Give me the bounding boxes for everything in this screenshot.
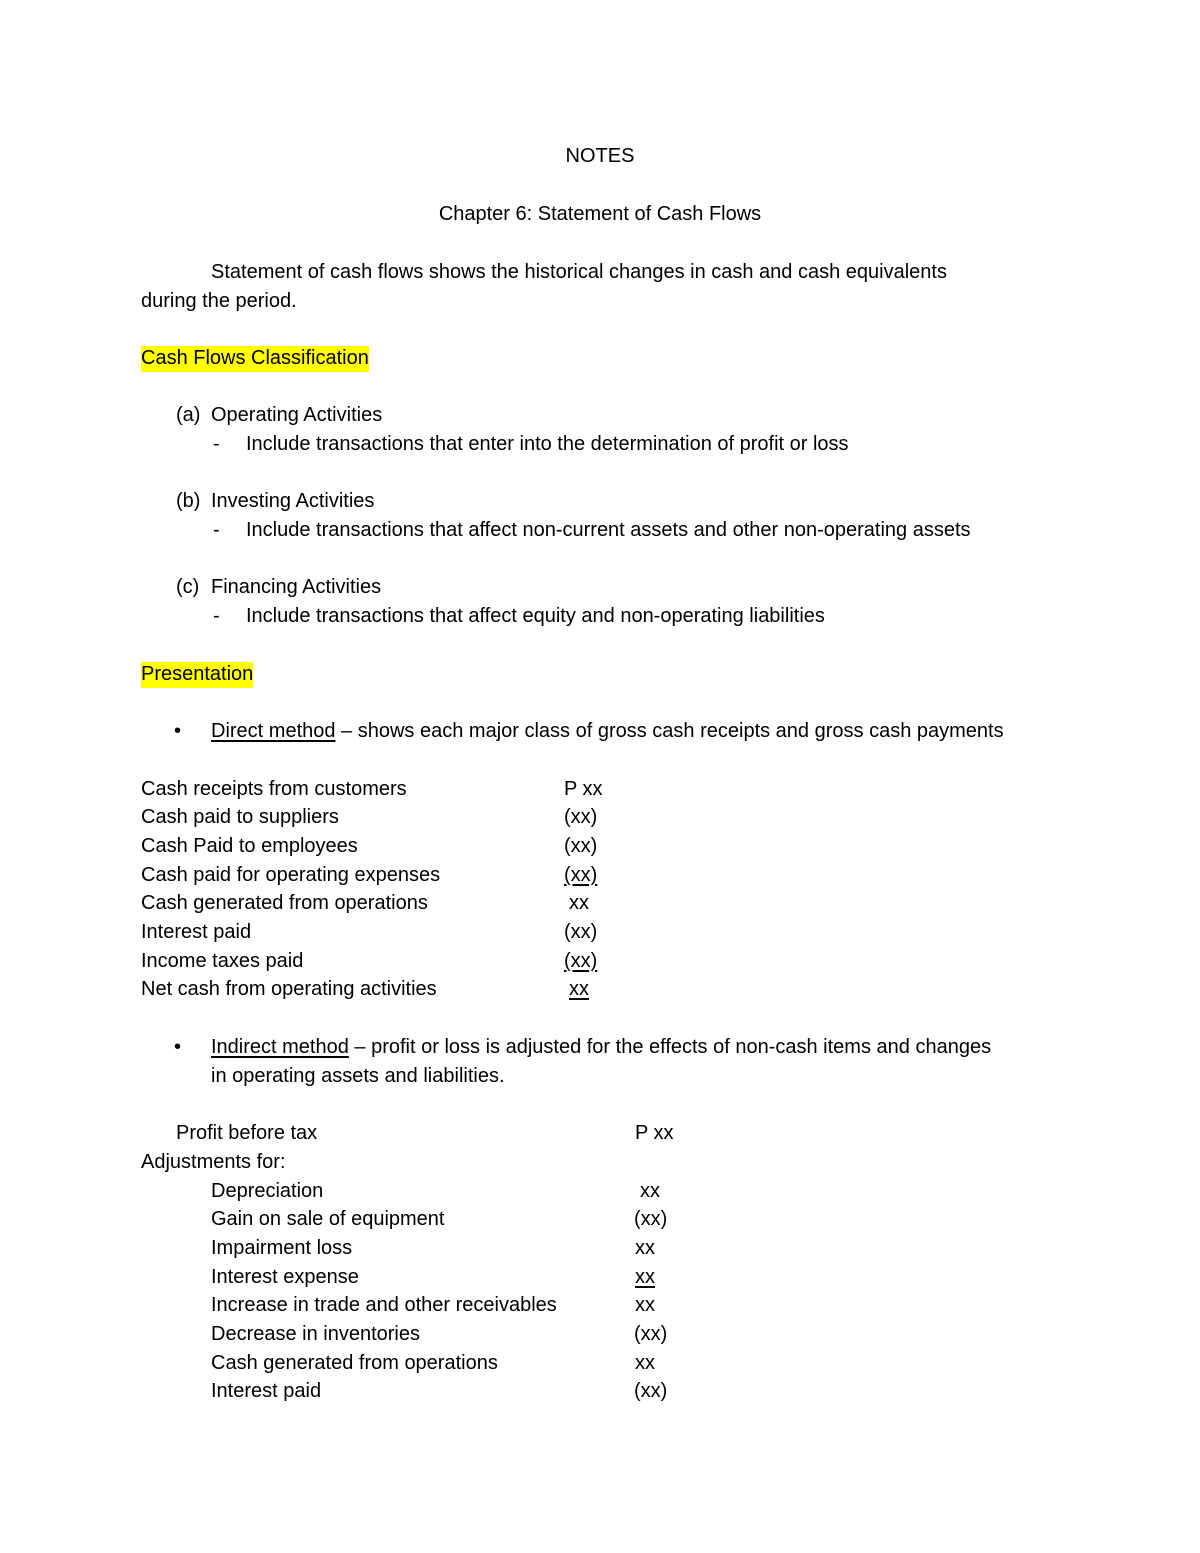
table-row-value: xx bbox=[635, 1237, 655, 1259]
classification-marker-a: (a) bbox=[176, 404, 201, 426]
table-row-value: (xx) bbox=[564, 806, 598, 828]
classification-label-operating: Operating Activities bbox=[211, 404, 383, 426]
table-row-label: Cash receipts from customers bbox=[141, 778, 407, 800]
table-row-label: Income taxes paid bbox=[141, 950, 304, 972]
classification-detail-financing: Include transactions that affect equity and non-operating liabilities bbox=[246, 605, 825, 627]
table-row-label: Cash paid to suppliers bbox=[141, 806, 339, 828]
adjustments-label: Adjustments for: bbox=[141, 1151, 286, 1173]
classification-heading bbox=[141, 346, 369, 370]
classification-label-financing: Financing Activities bbox=[211, 576, 382, 598]
table-row-label: Interest paid bbox=[211, 1380, 322, 1402]
table-row-label: Net cash from operating activities bbox=[141, 978, 437, 1000]
table-row-label: Cash Paid to employees bbox=[141, 835, 358, 857]
presentation-heading bbox=[141, 662, 253, 686]
table-row-value: xx bbox=[635, 1352, 655, 1374]
classification-dash-c: - bbox=[213, 605, 220, 627]
table-row-value: (xx) bbox=[564, 950, 598, 972]
table-row-value: (xx) bbox=[564, 835, 598, 857]
classification-dash-b: - bbox=[213, 519, 220, 541]
indirect-method-line bbox=[211, 1035, 991, 1059]
table-row-value: (xx) bbox=[634, 1208, 668, 1230]
classification-dash-a: - bbox=[213, 433, 220, 455]
indirect-method-term: Indirect method bbox=[211, 1036, 349, 1058]
table-row-label: Depreciation bbox=[211, 1180, 324, 1202]
table-row-value: (xx) bbox=[564, 864, 598, 886]
table-row-label: Interest paid bbox=[141, 921, 252, 943]
intro-line-1: Statement of cash flows shows the historical changes in cash and cash equivalents bbox=[211, 261, 947, 283]
classification-detail-operating: Include transactions that enter into the determination of profit or loss bbox=[246, 433, 849, 455]
table-row-label: Cash generated from operations bbox=[211, 1352, 498, 1374]
table-row-value: xx bbox=[635, 1294, 655, 1316]
bullet-icon: • bbox=[174, 1036, 182, 1058]
classification-label-investing: Investing Activities bbox=[211, 490, 375, 512]
classification-marker-b: (b) bbox=[176, 490, 201, 512]
table-row-label: Cash paid for operating expenses bbox=[141, 864, 441, 886]
direct-method-term: Direct method bbox=[211, 720, 336, 742]
table-row-label: Increase in trade and other receivables bbox=[211, 1294, 557, 1316]
page-title: NOTES bbox=[565, 145, 635, 167]
table-row-label: Interest expense bbox=[211, 1266, 359, 1288]
table-row-value: (xx) bbox=[564, 921, 598, 943]
table-row-value: P xx bbox=[564, 778, 603, 800]
intro-line-2: during the period. bbox=[141, 290, 297, 312]
direct-method-description: – shows each major class of gross cash receipts and gross cash payments bbox=[335, 720, 1004, 742]
chapter-title: Chapter 6: Statement of Cash Flows bbox=[438, 203, 762, 225]
profit-before-tax-label: Profit before tax bbox=[176, 1122, 318, 1144]
table-row-label: Impairment loss bbox=[211, 1237, 353, 1259]
classification-marker-c: (c) bbox=[176, 576, 200, 598]
table-row-value: xx bbox=[635, 1266, 655, 1288]
table-row-value: xx bbox=[569, 978, 589, 1000]
table-row-label: Gain on sale of equipment bbox=[211, 1208, 445, 1230]
classification-heading-highlight: Cash Flows Classification bbox=[141, 346, 369, 372]
table-row-value: (xx) bbox=[634, 1323, 668, 1345]
table-row-label: Decrease in inventories bbox=[211, 1323, 420, 1345]
indirect-method-description-cont: in operating assets and liabilities. bbox=[211, 1065, 505, 1087]
table-row-label: Cash generated from operations bbox=[141, 892, 428, 914]
profit-before-tax-value: P xx bbox=[635, 1122, 674, 1144]
presentation-heading-highlight: Presentation bbox=[141, 662, 253, 688]
direct-method-line bbox=[211, 719, 1004, 743]
bullet-icon: • bbox=[174, 720, 182, 742]
table-row-value: xx bbox=[640, 1180, 660, 1202]
classification-detail-investing: Include transactions that affect non-current assets and other non-operating assets bbox=[246, 519, 971, 541]
indirect-method-description: – profit or loss is adjusted for the effects of non-cash items and changes bbox=[348, 1036, 992, 1058]
table-row-value: xx bbox=[569, 892, 589, 914]
table-row-value: (xx) bbox=[634, 1380, 668, 1402]
